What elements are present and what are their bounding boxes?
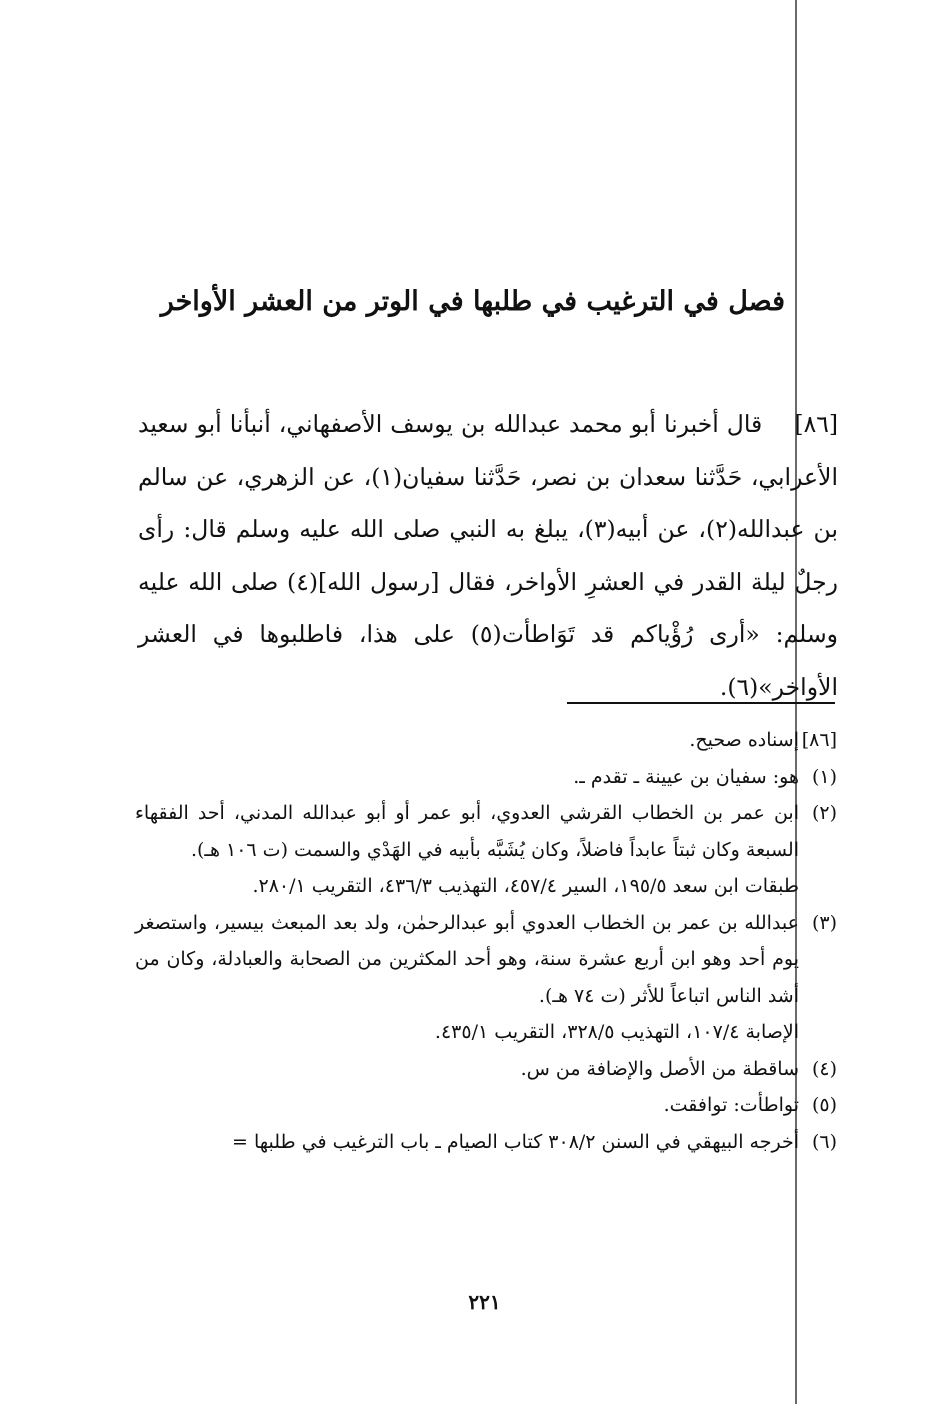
- footnote-5: [135, 1087, 837, 1124]
- hadith-body: [138, 398, 838, 713]
- footnotes: [135, 722, 837, 1160]
- footnote-text: إسناده صحيح.: [689, 729, 799, 751]
- footnote-text: تواطأت: توافقت.: [663, 1094, 799, 1116]
- footnote-3: [135, 905, 837, 1015]
- hadith-text: قال أخبرنا أبو محمد عبدالله بن يوسف الأصفهاني، أنبأنا أبو سعيد الأعرابي، حَدَّثنا سعدان بن نصر، حَدَّثنا سفيان(١)، عن الزهري، عن سالم بن عبدالله(٢)، عن أبيه(٣)، يبلغ به النبي صلى الله عليه وسلم قال: رأى رجلٌ ليلة القدر في العشرِ الأواخر، فقال [رسول الله](٤) صلى الله عليه وسلم: «أرى رُؤْياكم قد تَوَاطأت(٥) على هذا، فاطلبوها في العشر الأواخر»(٦).: [138, 410, 839, 701]
- footnote-text: هو: سفيان بن عيينة ـ تقدم ـ.: [573, 765, 799, 788]
- footnote-4: [135, 1051, 837, 1088]
- footnote-text: ابن عمر بن الخطاب القرشي العدوي، أبو عمر أو أبو عبدالله المدني، أحد الفقهاء السبعة وكان ثبتاً عابداً فاضلاً، وكان يُشَبَّه بأبيه في الهَدْي والسمت (ت ١٠٦ هـ).: [135, 802, 799, 861]
- footnote-grade: [135, 722, 837, 759]
- footnote-number: (١): [811, 765, 837, 788]
- footnote-2: [135, 795, 837, 868]
- footnote-number: [٨٦]: [801, 729, 837, 751]
- footnote-number: (٣): [811, 911, 837, 934]
- hadith-number: [٨٦]: [794, 410, 838, 438]
- footnote-number: (٢): [811, 802, 837, 824]
- footnote-6: [135, 1124, 837, 1161]
- footnote-2-references: طبقات ابن سعد ١٩٥/٥، السير ٤٥٧/٤، التهذيب ٤٣٦/٣، التقريب ٢٨٠/١.: [252, 875, 799, 897]
- footnote-text: ساقطة من الأصل والإضافة من س.: [520, 1057, 799, 1080]
- footnote-number: (٤): [811, 1057, 837, 1080]
- footnote-text: عبدالله بن عمر بن الخطاب العدوي أبو عبدالرحمٰن، ولد بعد المبعث بيسير، واستصغر يوم أحد وهو ابن أربع عشرة سنة، وهو أحد المكثرين من الصحابة والعبادلة، وكان من أشد الناس اتباعاً للأثر (ت ٧٤ هـ).: [135, 911, 799, 1007]
- page-number: ٢٢١: [468, 1290, 501, 1314]
- footnote-text: أخرجه البيهقي في السنن ٣٠٨/٢ كتاب الصيام ـ باب الترغيب في طلبها =: [232, 1130, 799, 1153]
- hadith-paragraph: [138, 398, 838, 713]
- footnote-separator: [567, 702, 835, 704]
- footnote-3-references: الإصابة ١٠٧/٤، التهذيب ٣٢٨/٥، التقريب ٤٣٥/١.: [434, 1021, 799, 1043]
- chapter-title: فصل في الترغيب في طلبها في الوتر من العشر الأواخر: [160, 286, 785, 317]
- footnote-1: [135, 759, 837, 796]
- footnote-number: (٦): [811, 1130, 837, 1153]
- footnote-number: (٥): [811, 1094, 837, 1116]
